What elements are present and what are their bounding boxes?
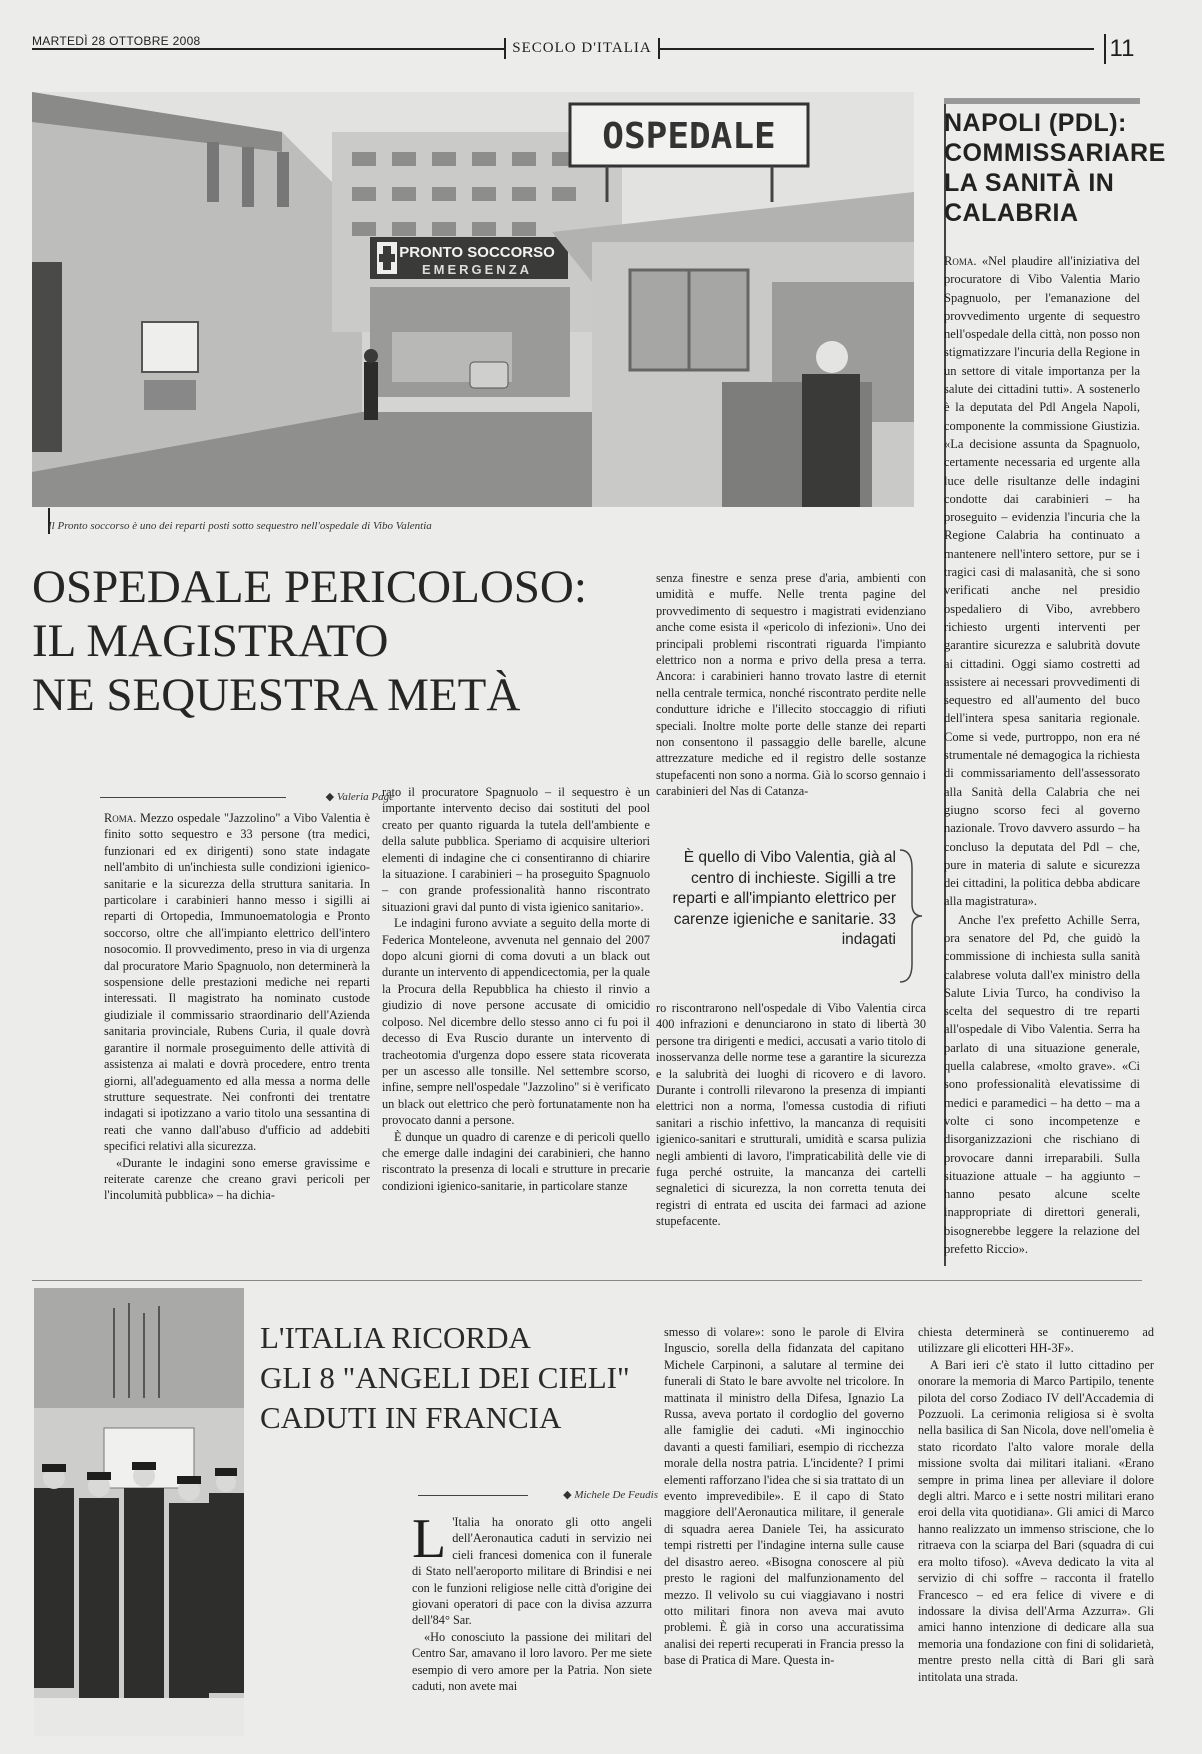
second-headline <box>260 1318 660 1438</box>
article2-column-3 <box>918 1324 1154 1740</box>
hospital-photo <box>32 92 914 507</box>
drop-cap: L <box>412 1514 447 1570</box>
paragraph: A Bari ieri c'è stato il lutto cittadino per onorare la memoria di Marco Partipilo, tenente pilota del corso Zodiaco IV dell'Accademia di Pozzuoli. La cerimonia religiosa si è svolta nella basilica di San Nicola, dove nell'omelia è stato ricordato l'alto valore morale della missione svolta dai militari italiani. «Erano sempre in prima linea per alleviare il dolore degli altri. Marco e i sette nostri militari erano eroi della vita quotidiana». Gli amici di Marco hanno realizzato un immenso striscione, che lo ritraeva con la sciarpa del Bari (squadra di cui era molto tifoso). «Aveva dedicato la vita al servizio di chi soffre – racconta il fratello Francesco – ed era felice di vivere e di indossare la divisa dell'Arma Azzurra». Gli amici hanno intenzione di dedicare alla sua memoria una fondazione con fini di solidarietà, mentre presto nella città di Bari gli sarà intitolata una strada. <box>918 1357 1154 1684</box>
byline-author: Valeria Page <box>336 791 394 803</box>
headline-line: OSPEDALE PERICOLOSO: <box>32 561 587 613</box>
article-column-3-top <box>656 570 926 840</box>
main-headline <box>32 560 652 722</box>
header-rule-right <box>660 48 1094 50</box>
sign-ospedale: OSPEDALE <box>602 116 776 157</box>
byline: ◆ Valeria Page <box>325 791 394 803</box>
paragraph: smesso di volare»: sono le parole di Elvira Inguscio, sorella della fidanzata del capitano Michele Carpinoni, a salutare al termine dei funerali di Stato le bare avvolte nel tricolore. In mattinata il ministro della Difesa, Ignazio La Russa, aveva portato il cordoglio del governo alle famiglie dei caduti. «Mi inginocchio davanti a questi familiari, esempio di ricchezza morale della nostra patria. L'incidente? I primi elementi rafforzano l'idea che si sia trattato di un evento imprevedibile». E il capo di Stato maggiore dell'Aeronautica militare, il generale di squadra aerea Daniele Tei, ha assicurato tempi ristretti per l'indagine interna sulle cause del disastro aereo. «Bisogna conoscere al più presto le ragioni del malfunzionamento del mezzo. Il velivolo su cui viaggiavano i nostri otto militari finora non aveva mai avuto problemi. È già in corso una accuratissima analisi dei reperti recuperati in Francia presso la base di Pratica di Mare. Questa in- <box>664 1325 904 1668</box>
sidebar-top-rule <box>944 98 1140 104</box>
byline-author: Michele De Feudis <box>574 1489 658 1501</box>
sign-emergenza: EMERGENZA <box>421 262 533 277</box>
header-date: MARTEDÌ 28 OTTOBRE 2008 <box>32 34 201 48</box>
paragraph: chiesta determinerà se continueremo ad utilizzare gli elicotteri HH-3F». <box>918 1325 1154 1356</box>
article-column-3-bottom <box>656 1000 926 1262</box>
pull-quote: È quello di Vibo Valentia, già al centro di inchieste. Sigilli a tre reparti e all'impianto elettrico per carenze igieniche e sanitarie. 33 indagati <box>672 849 896 948</box>
photo-caption: Il Pronto soccorso è uno dei reparti posti sotto sequestro nell'ospedale di Vibo Valentia <box>48 520 432 532</box>
article-column-1 <box>104 810 370 1262</box>
paragraph: Mezzo ospedale "Jazzolino" a Vibo Valentia è finito sotto sequestro e 33 persone (tra medici, funzionari ed ex dirigenti) sono state indagate nell'ambito di un'inchiesta sulle condizioni igienico-sanitarie e la sicurezza della struttura sanitaria. In particolare i carabinieri hanno messo i sigilli ai reparti di Ortopedia, Immunoematologia e Pronto soccorso, oltre che all'impianto elettrico dell'intero nosocomio. Il provvedimento, preso in via di urgenza dal procuratore Mario Spagnuolo, non determinerà la sospensione delle prestazioni mediche nei reparti interessati. Il magistrato ha nominato custode giudiziale il commissario straordinario dell'Azienda sanitaria provinciale, Rubens Curia, il quale dovrà garantire il normale proseguimento delle attività di assistenza ai malati e dovrà procedere, entro trenta giorni, all'adeguamento ed alla messa a norma delle strutture sequestrate. Nei confronti dei trentatre indagati si ipotizzano a vario titolo una sessantina di reati che vanno dall'abuso d'ufficio ad addebiti specifici relativi alla sicurezza. <box>104 811 370 1154</box>
headline-line: GLI 8 "ANGELI DEI CIELI" <box>260 1360 630 1395</box>
newspaper-title: SECOLO D'ITALIA <box>504 38 660 59</box>
paragraph: «Ho conosciuto la passione dei militari del Centro Sar, amavano il loro lavoro. Per me siete esempio di vero amore per la Patria. Non siete caduti, non avete mai <box>412 1629 652 1694</box>
headline-line: L'ITALIA RICORDA <box>260 1320 531 1355</box>
article2-column-2 <box>664 1324 904 1740</box>
headline-line: NE SEQUESTRA METÀ <box>32 669 521 721</box>
sidebar-body <box>944 252 1140 1262</box>
paragraph: 'Italia ha onorato gli otto angeli dell'Aeronautica caduti in servizio nei cieli francesi domenica con il funerale di Stato nell'aeroporto militare di Brindisi e nei con le funzioni religiose nelle città d'origine dei giovani operatori di pace con la divisa azzurra dell'84° Sar. <box>412 1515 652 1628</box>
article2-column-1 <box>412 1514 652 1740</box>
paragraph: Le indagini furono avviate a seguito della morte di Federica Monteleone, avvenuta nel gennaio del 2007 dopo alcuni giorni di coma dovuti a un black out durante un intervento di appendicectomia, per la quale la Procura della Repubblica ha chiesto il rinvio a giudizio di nove persone accusate di omicidio colposo. Nel dicembre dello stesso anno ci fu poi il decesso di Eva Ruscio durante un intervento di tracheotomia d'urgenza dopo essere stata ricoverata per un ascesso alle tonsille. Nel settembre scorso, infine, sempre nell'ospedale "Jazzolino" si è verificato un black out elettrico che però fortunatamente non ha provocato danni a persone. <box>382 916 650 1128</box>
headline-line: IL MAGISTRATO <box>32 615 389 667</box>
header-rule-left <box>32 48 504 50</box>
paragraph: «Durante le indagini sono emerse gravissime e reiterate carenze che creano gravi pericoli per l'incolumità pubblica» – ha dichia- <box>104 1155 370 1203</box>
sidebar-paragraph: «Nel plaudire all'iniziativa del procuratore di Vibo Valentia Mario Spagnuolo, per l'emanazione del provvedimento urgente di sequestro nell'ospedale della città, non posso non stigmatizzare l'incuria della Regione in un settore di vitale importanza per la salute dei cittadini tutti». A sostenerlo è la deputata del Pdl Angela Napoli, componente la commissione Giustizia. «La decisione assunta da Spagnuolo, certamente necessaria ed urgente alla luce delle risultanze delle indagini condotte dai carabinieri – ha proseguito – evidenzia l'incuria che la Regione Calabria ha continuato a mantenere nell'intero settore, pur se i tragici casi di malasanità, che si sono verificati anche nel presidio ospedaliero di Vibo, avrebbero richiesto urgenti interventi per garantire sicurezza e salubrità dovute ai cittadini. Oggi siamo costretti ad assistere ai necessari provvedimenti di sequestro ed all'aumento del buco dell'intera spesa sanitaria regionale. Come si vede, purtroppo, non era né strumentale né demagogica la richiesta di commissariamento dell'assessorato alla Sanità della Calabria che nei giugno scorso feci al governo nazionale. Trovo davvero assurdo – ha concluso la deputata del Pdl – che, pure in materia di salute e sicurezza dei cittadini, la politica debba abdicare alla magistratura». <box>944 254 1140 909</box>
paragraph: senza finestre e senza prese d'aria, ambienti con umidità e muffe. Nelle trenta pagine del provvedimento di sequestro i magistrati evidenziano anche come esista il «pericolo di infezioni». Uno dei principali problemi riscontrati riguarda l'impianto elettrico non a norma e privo della presa a terra. Ancora: i carabinieri hanno trovato lastre di eternit nella centrale termica, nonché riscontrato perdite nelle condutture idriche e l'illecito stoccaggio di rifiuti speciali. Inoltre molte porte delle stanze dei reparti non consentono il passaggio delle barelle, alcune attrezzature mediche ed il registro delle sostanze stupefacenti non sono a norma. Già lo scorso gennaio i carabinieri del Nas di Catanza- <box>656 571 926 799</box>
dateline: Roma. <box>104 811 137 825</box>
page-number: 11 <box>1104 34 1138 64</box>
sidebar-dateline: Roma. <box>944 254 977 268</box>
sign-pronto-soccorso: PRONTO SOCCORSO <box>399 244 555 261</box>
byline: ◆ Michele De Feudis <box>563 1489 658 1501</box>
section-divider <box>32 1280 1142 1281</box>
paragraph: È dunque un quadro di carenze e di pericoli quello che emerge dalle indagini dei carabinieri, che hanno riscontrato la presenza di locali e strutture in precarie condizioni igienico-sanitarie, in particolare stanze <box>382 1129 650 1193</box>
paragraph: ro riscontrarono nell'ospedale di Vibo Valentia circa 400 infrazioni e denunciarono in stato di libertà 30 persone tra dirigenti e medici, accusati a vario titolo di inosservanza delle norme tese a garantire la sicurezza e la salubrità dei luoghi di ricovero e di lavoro. Durante i controlli rilevarono la presenza di impianti elettrici non a norma, l'omessa custodia di rifiuti sanitari a rischio infettivo, la mancanza di requisiti igienico-sanitari e strutturali, umidità e scarsa pulizia negli ambienti di lavoro, l'impraticabilità delle vie di fuga perché ostruite, la mancanza dei cartelli segnaletici di sicurezza, la non corretta tenuta dei registri di entrata ed uscita dei farmaci ad azione stupefacente. <box>656 1001 926 1229</box>
sidebar-paragraph: Anche l'ex prefetto Achille Serra, ora senatore del Pd, che guidò la commissione di inchiesta sulla sanità calabrese voluta dall'ex ministro della Salute Livia Turco, ha condiviso la scelta del sequestro di tre reparti all'ospedale di Vibo Valentia. Serra ha parlato di una situazione generale, quella calabrese, «molto grave». «Ci sono professionalità elevatissime di medici e paramedici – ha detto – ma a volte ci sono incompetenze e disorganizzazioni che rischiano di provocare danni irreparabili. Sulla situazione attuale – ha aggiunto – hanno pesato alcune scelte inappropriate di direttori generali, bisognerebbe leggere la relazione del prefetto Riccio». <box>944 912 1140 1257</box>
paragraph: rato il procuratore Spagnuolo – il sequestro è un importante intervento deciso dai sostituti del pool creato per quanto riguarda la tutela dell'ambiente e della salute pubblica. Speriamo di acquisire ulteriori elementi di indagine che ci consentiranno di chiarire la situazione. I carabinieri – ha proseguito Spagnuolo – con grande professionalità hanno riscontrato situazioni gravi dal punto di vista igienico sanitario». <box>382 785 650 914</box>
article-column-2 <box>382 784 650 1262</box>
funeral-photo <box>34 1288 244 1736</box>
sidebar-headline: NAPOLI (PDL): COMMISSARIARE LA SANITÀ IN CALABRIA <box>944 109 1166 227</box>
headline-line: CADUTI IN FRANCIA <box>260 1400 562 1435</box>
pull-quote-brace <box>896 848 926 984</box>
